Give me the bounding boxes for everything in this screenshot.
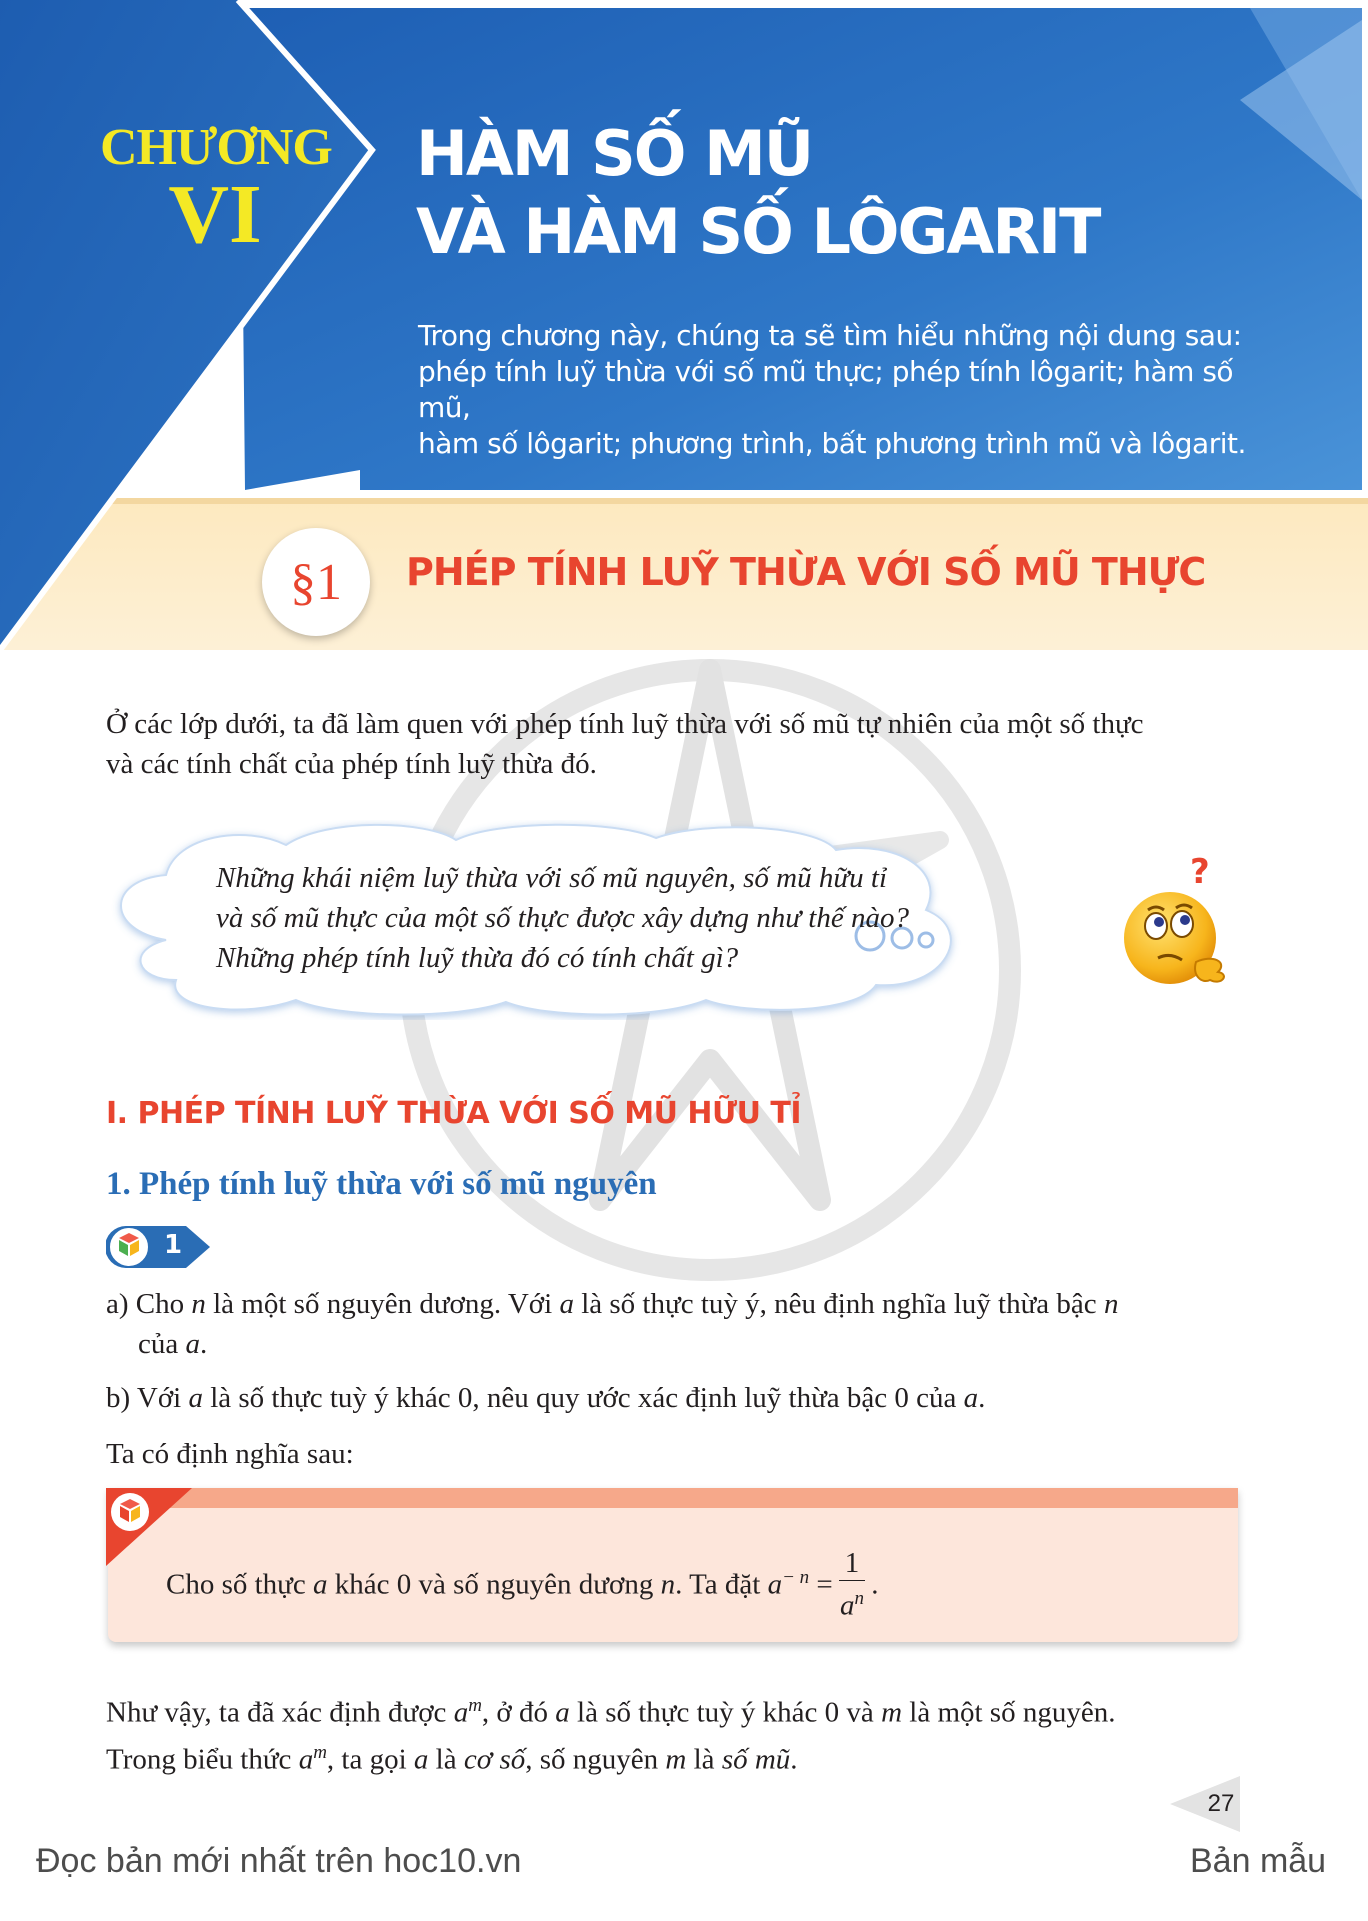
final-l2-text4: , số nguyên <box>525 1743 666 1776</box>
final-l2-text1: Trong biểu thức <box>106 1743 299 1776</box>
chapter-title-line2: VÀ HÀM SỐ LÔGARIT <box>416 195 1100 268</box>
def-var-a: a <box>313 1568 328 1601</box>
footer-source-link[interactable]: Đọc bản mới nhất trên hoc10.vn <box>36 1842 522 1880</box>
section-number-badge <box>262 528 370 636</box>
qa-var-a: a <box>559 1288 574 1320</box>
qb-var-a: a <box>188 1382 203 1414</box>
part-heading: I. PHÉP TÍNH LUỸ THỪA VỚI SỐ MŨ HỮU TỈ <box>106 1096 802 1131</box>
activity-number: 1 <box>164 1230 183 1260</box>
def-fraction <box>839 1546 866 1624</box>
section-title: PHÉP TÍNH LUỸ THỪA VỚI SỐ MŨ THỰC <box>406 550 1206 594</box>
def-frac-num: 1 <box>839 1546 866 1581</box>
def-base: a <box>767 1568 783 1601</box>
final-l1-text4: là một số nguyên. <box>902 1696 1116 1729</box>
chapter-title <box>416 115 1316 271</box>
def-text3: . Ta đặt <box>675 1568 768 1601</box>
def-equals: = <box>809 1568 833 1601</box>
definition-text <box>166 1548 1206 1626</box>
final-l2-var-m: m <box>665 1743 687 1776</box>
chapter-title-line1: HÀM SỐ MŨ <box>416 117 813 190</box>
section-number: §1 <box>290 553 342 611</box>
final-l1-text1: Như vậy, ta đã xác định được <box>106 1696 454 1729</box>
qa-var-n2: n <box>1103 1288 1119 1320</box>
def-text1: Cho số thực <box>166 1568 314 1601</box>
final-l2-text2: , ta gọi <box>326 1743 414 1776</box>
term-so-mu: số mũ <box>721 1743 791 1776</box>
qa-var-a2: a <box>185 1328 200 1360</box>
def-var-n: n <box>660 1568 676 1601</box>
final-l2-text5: là <box>686 1743 722 1776</box>
final-l1-var-m: m <box>881 1696 903 1729</box>
definition-box-header <box>108 1488 1238 1508</box>
footer-sample-label: Bản mẫu <box>1190 1842 1327 1880</box>
qb-var-a2: a <box>963 1382 979 1414</box>
qa-text5: . <box>200 1328 208 1360</box>
chapter-number: VI <box>168 168 262 261</box>
final-l2-var-a: a <box>298 1743 314 1776</box>
intro-line2: và các tính chất của phép tính luỹ thừa đó. <box>106 748 597 780</box>
qa-text2: là một số nguyên dương. Với <box>205 1288 560 1320</box>
chapter-intro <box>418 318 1278 462</box>
qa-text4: của <box>138 1328 186 1360</box>
final-l2-text6: . <box>790 1743 798 1776</box>
def-exponent: − n <box>782 1566 810 1588</box>
activity-badge <box>106 1224 214 1270</box>
question-a <box>106 1284 1276 1364</box>
qa-text1: a) Cho <box>106 1288 192 1320</box>
final-l2-text3: là <box>428 1743 464 1776</box>
def-text2: khác 0 và số nguyên dương <box>327 1568 661 1601</box>
sub-heading: 1. Phép tính luỹ thừa với số mũ nguyên <box>106 1166 657 1202</box>
qb-text1: b) Với <box>106 1382 189 1414</box>
definition-lead: Ta có định nghĩa sau: <box>106 1438 354 1470</box>
qb-text3: . <box>978 1382 986 1414</box>
final-l1-var-a: a <box>453 1696 469 1729</box>
qb-text2: là số thực tuỳ ý khác 0, nêu quy ước xác định luỹ thừa bậc 0 của <box>202 1382 964 1414</box>
cloud-line3: Những phép tính luỹ thừa đó có tính chất gì? <box>216 942 739 974</box>
final-paragraph <box>106 1686 1296 1779</box>
chapter-label: CHƯƠNG <box>100 119 332 176</box>
chapter-intro-line3: hàm số lôgarit; phương trình, bất phương trình mũ và lôgarit. <box>418 427 1246 460</box>
thought-cloud-text <box>216 858 1016 978</box>
question-b <box>106 1378 1276 1418</box>
intro-paragraph <box>106 704 1276 784</box>
final-l1-var-a2: a <box>555 1696 570 1729</box>
def-frac-den <box>839 1581 866 1624</box>
final-l1-exp-m: m <box>468 1695 482 1716</box>
chapter-intro-line1: Trong chương này, chúng ta sẽ tìm hiểu những nội dung sau: <box>418 319 1242 352</box>
def-frac-den-exp: n <box>854 1588 865 1609</box>
final-l1-text3: là số thực tuỳ ý khác 0 và <box>569 1696 882 1729</box>
final-l2-exp-m: m <box>313 1741 327 1763</box>
final-l1-text2: , ở đó <box>481 1696 556 1729</box>
cloud-line1: Những khái niệm luỹ thừa với số mũ nguyên, số mũ hữu tỉ <box>216 862 888 894</box>
intro-line1: Ở các lớp dưới, ta đã làm quen với phép tính luỹ thừa với số mũ tự nhiên của một số thực <box>106 708 1144 740</box>
page-number: 27 <box>1207 1790 1235 1817</box>
cloud-line2: và số mũ thực của một số thực được xây dựng như thế nào? <box>216 902 909 934</box>
thinking-emoji-icon <box>1118 862 1236 992</box>
def-frac-den-base: a <box>840 1589 855 1622</box>
def-end: . <box>871 1568 879 1601</box>
qa-text3: là số thực tuỳ ý, nêu định nghĩa luỹ thừa bậc <box>573 1288 1104 1320</box>
chapter-intro-line2: phép tính luỹ thừa với số mũ thực; phép tính lôgarit; hàm số mũ, <box>418 355 1234 424</box>
qa-var-n: n <box>191 1288 206 1320</box>
question-mark-icon: ? <box>1190 852 1210 892</box>
term-co-so: cơ số <box>463 1743 526 1776</box>
final-l2-var-a2: a <box>413 1743 429 1776</box>
